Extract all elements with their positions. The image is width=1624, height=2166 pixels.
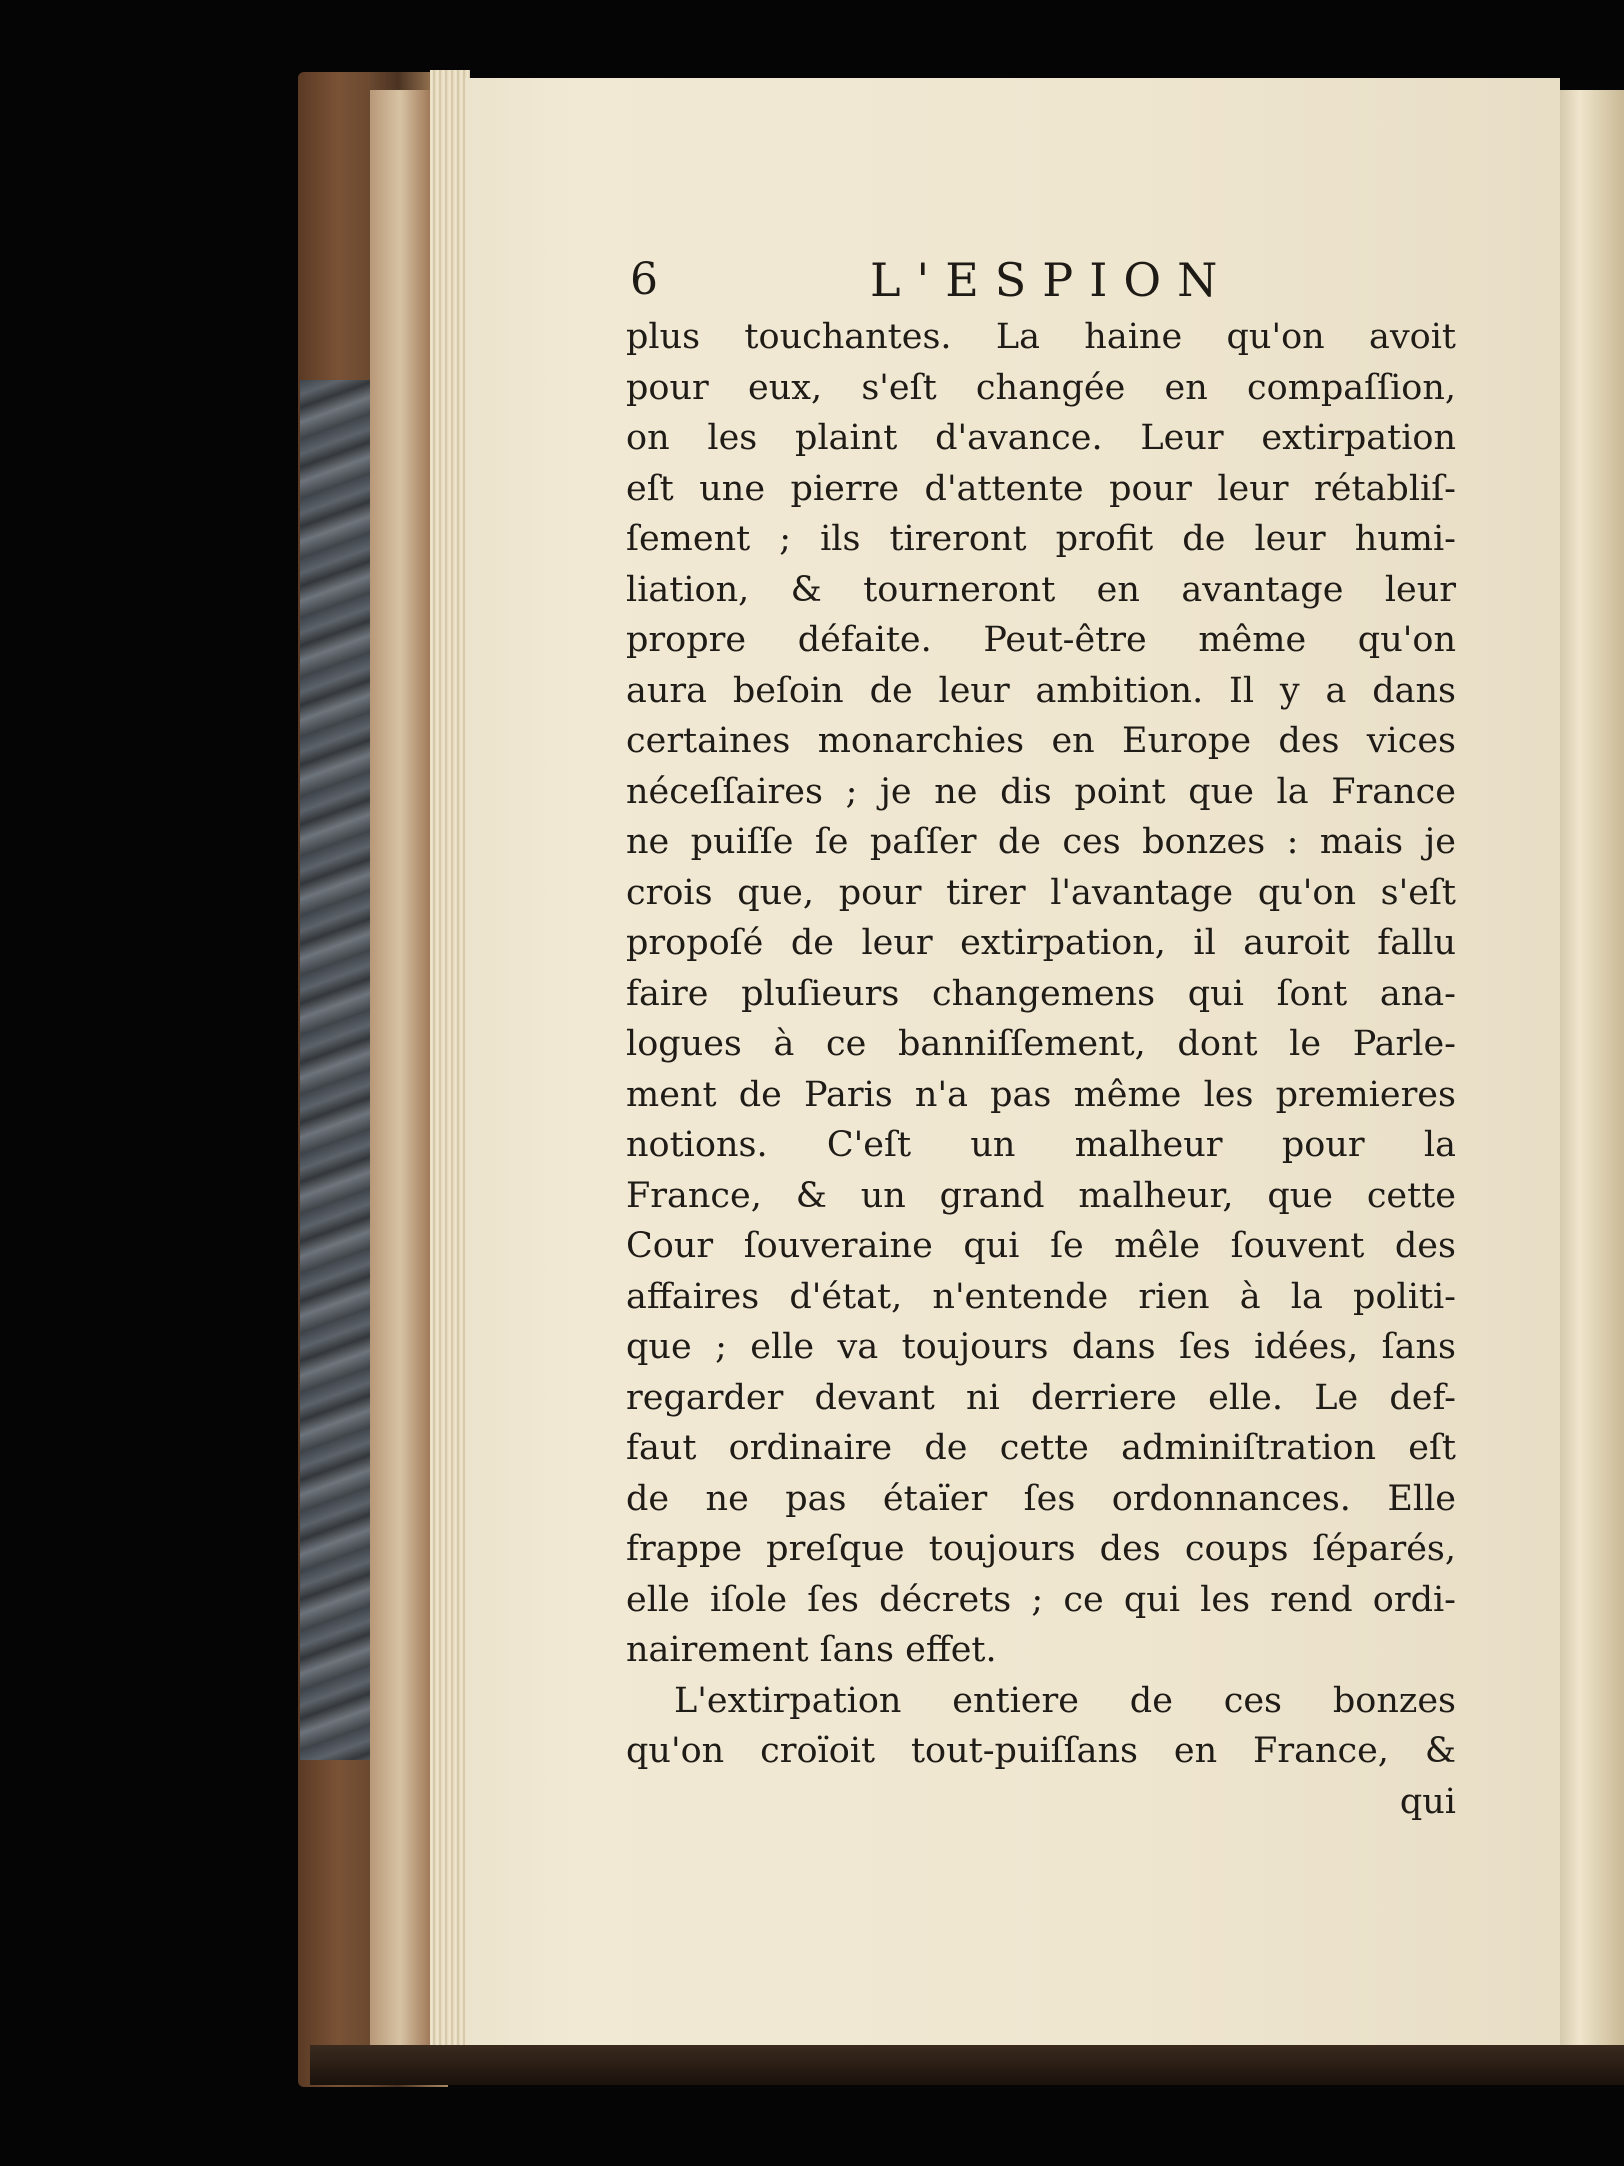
text-line: qu'on croïoit tout-puiſſans en France, & xyxy=(626,1731,1456,1771)
text-line: certaines monarchies en Europe des vices xyxy=(626,721,1456,761)
catchword: qui xyxy=(1399,1781,1456,1822)
marbled-board xyxy=(300,380,380,1760)
text-line: nairement ſans effet. xyxy=(626,1630,997,1670)
text-line: propoſé de leur extirpation, il auroit fallu xyxy=(626,923,1456,963)
text-line: ne puiſſe ſe paſſer de ces bonzes : mais je xyxy=(626,822,1456,862)
page-stack-edge xyxy=(430,70,470,2050)
binding-bottom xyxy=(310,2045,1624,2085)
text-line: pour eux, s'eſt changée en compaſſion, xyxy=(626,367,1456,408)
text-line: aura beſoin de leur ambition. Il y a dans xyxy=(626,670,1456,711)
text-line: propre défaite. Peut-être même qu'on xyxy=(626,620,1456,660)
text-line: notions. C'eſt un malheur pour la xyxy=(626,1125,1456,1165)
text-line: faut ordinaire de cette adminiſtration eſt xyxy=(626,1428,1456,1468)
running-title: L'ESPION xyxy=(870,253,1234,307)
page-number: 6 xyxy=(630,254,658,305)
facing-page-edge xyxy=(1560,90,1624,2050)
text-line: L'extirpation entiere de ces bonzes xyxy=(674,1680,1456,1721)
text-line: Cour ſouveraine qui ſe mêle ſouvent des xyxy=(626,1226,1456,1266)
text-line: néceſſaires ; je ne dis point que la France xyxy=(626,771,1456,812)
text-line: crois que, pour tirer l'avantage qu'on s'eſt xyxy=(626,872,1456,913)
cover-edge xyxy=(370,90,430,2080)
text-line: France, & un grand malheur, que cette xyxy=(626,1175,1456,1216)
text-line: faire pluſieurs changemens qui ſont ana- xyxy=(626,973,1456,1014)
text-line: plus touchantes. La haine qu'on avoit xyxy=(626,317,1456,357)
text-line: on les plaint d'avance. Leur extirpation xyxy=(626,418,1456,458)
body-text xyxy=(626,312,1456,1827)
text-line: logues à ce banniſſement, dont le Parle- xyxy=(626,1024,1456,1064)
text-line: elle iſole ſes décrets ; ce qui les rend ordi- xyxy=(626,1579,1456,1620)
page-header xyxy=(630,250,1270,310)
text-line: que ; elle va toujours dans ſes idées, ſans xyxy=(626,1327,1456,1367)
text-line: liation, & tourneront en avantage leur xyxy=(626,569,1456,610)
text-line: de ne pas étaïer ſes ordonnances. Elle xyxy=(626,1478,1456,1519)
text-line: ſement ; ils tireront profit de leur humi- xyxy=(626,519,1456,559)
text-line: ment de Paris n'a pas même les premieres xyxy=(626,1074,1456,1115)
text-line: regarder devant ni derriere elle. Le def- xyxy=(626,1377,1456,1418)
text-line: affaires d'état, n'entende rien à la politi- xyxy=(626,1276,1456,1317)
text-line: frappe preſque toujours des coups ſéparés, xyxy=(626,1529,1456,1569)
text-line: eſt une pierre d'attente pour leur rétabliſ- xyxy=(626,468,1456,509)
